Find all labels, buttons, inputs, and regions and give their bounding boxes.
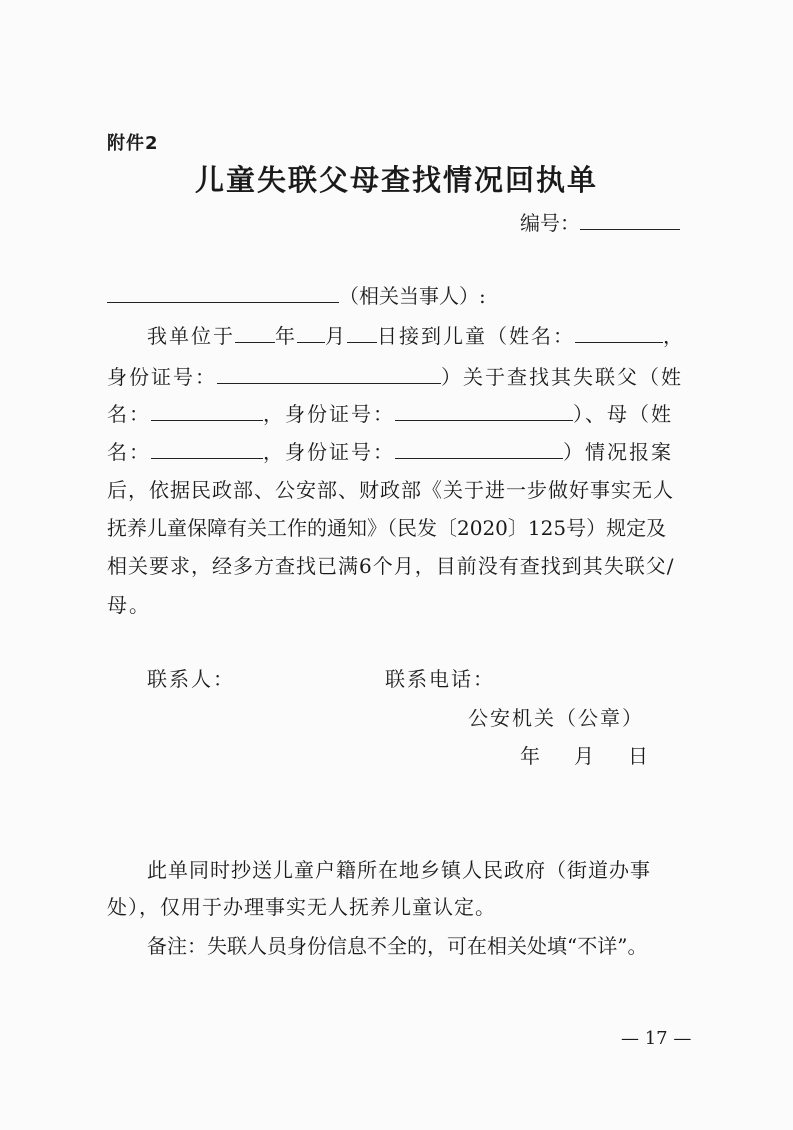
year-blank [235,324,275,343]
body-line-5: 后，依据民政部、公安部、财政部《关于进一步做好事实无人 [107,478,674,502]
body-text: 名： [107,440,151,464]
serial-number [520,207,680,236]
body-line-8: 母。 [107,593,151,617]
page-number: — 17 — [621,1028,692,1049]
date-month: 月 [574,744,594,768]
body-text: ，身份证号： [263,440,395,464]
serial-label: 编号： [520,211,580,235]
body-text: 日接到儿童（姓名： [377,324,575,348]
remark-note: 备注：失联人员身份信息不全的，可在相关处填“不详”。 [147,934,648,958]
body-text: ）情况报案 [563,440,673,464]
body-text: ）关于查找其失联父（姓 [441,365,683,389]
month-blank [297,324,325,343]
body-text: 身份证号： [107,365,217,389]
body-text: 名： [107,402,151,426]
cc-note-line-2: 处），仅用于办理事实无人抚养儿童认定。 [107,895,496,919]
mother-name-blank [151,440,263,459]
recipient-blank [107,284,339,303]
body-text: ，身份证号： [263,402,395,426]
serial-blank [580,211,680,230]
father-id-blank [395,402,573,421]
mother-id-blank [395,440,563,459]
father-name-blank [151,402,263,421]
body-text: 年 [275,324,297,348]
day-blank [347,324,377,343]
page-title: 儿童失联父母查找情况回执单 [194,163,598,197]
body-line-1 [147,320,685,349]
body-text: 月 [325,324,347,348]
body-line-2 [107,361,683,390]
body-line-3 [107,398,673,427]
child-name-blank [575,324,663,343]
body-line-4 [107,436,673,465]
authority-seal-label: 公安机关（公章） [468,706,644,730]
attachment-label: 附件2 [107,133,159,154]
contact-person-label: 联系人： [147,667,235,691]
date-day: 日 [628,744,648,768]
body-text: ， [663,324,685,348]
body-line-6: 抚养儿童保障有关工作的通知》（民发〔2020〕125号）规定及 [107,516,667,540]
body-line-7: 相关要求，经多方查找已满6个月，目前没有查找到其失联父/ [107,554,675,578]
recipient-line [107,280,486,309]
body-text: 我单位于 [147,324,235,348]
contact-phone-label: 联系电话： [385,667,495,691]
child-id-blank [217,365,441,384]
cc-note-line-1: 此单同时抄送儿童户籍所在地乡镇人民政府（街道办事 [147,858,651,882]
recipient-suffix: （相关当事人）: [339,284,486,308]
signature-date [520,740,648,769]
date-year: 年 [520,744,540,768]
body-text: ）、母（姓 [573,402,673,426]
